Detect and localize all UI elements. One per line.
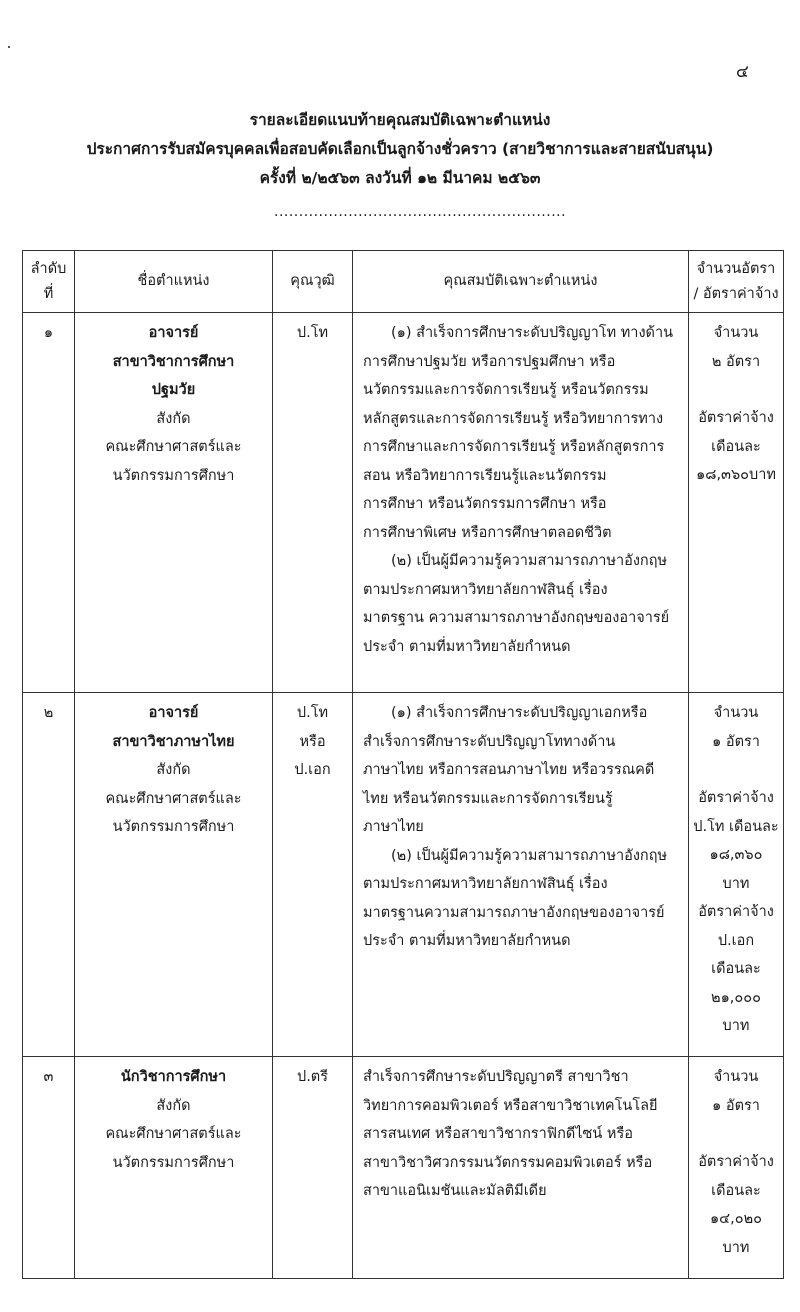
degree-cell (273, 1057, 353, 1279)
wage-value: ๑๔,๐๒๐ (709, 1211, 763, 1227)
wage-period-doctoral: เดือนละ (711, 961, 761, 977)
wage-label-doctoral: อัตราค่าจ้าง (698, 904, 774, 920)
amount-count: ๑ อัตรา (712, 1097, 760, 1114)
qualification-cell (353, 1057, 689, 1279)
row-number: ๒ (23, 693, 75, 1057)
qual-line: (๑) สำเร็จการศึกษาระดับปริญญาโท ทางด้าน (391, 325, 673, 341)
affiliation-faculty: คณะศึกษาศาสตร์และ (105, 1126, 242, 1142)
table-row (23, 693, 784, 1057)
qual-line: การศึกษาและการจัดการเรียนรู้ หรือหลักสูตรการ (363, 439, 665, 455)
degree-cell (273, 693, 353, 1057)
affiliation-faculty-cont: นวัตกรรมการศึกษา (112, 819, 235, 835)
wage-label: อัตราค่าจ้าง (698, 410, 774, 426)
position-title: นักวิชาการศึกษา (120, 1069, 227, 1085)
header-qualification: คุณสมบัติเฉพาะตำแหน่ง (353, 251, 689, 313)
affiliation-label: สังกัด (156, 762, 191, 778)
wage-value-master: ๑๘,๓๖๐ (709, 847, 763, 863)
qual-line: สารสนเทศ หรือสาขาวิชากราฟิกดีไซน์ หรือ (363, 1126, 633, 1142)
header-no (23, 251, 75, 313)
amount-label: จำนวน (713, 705, 759, 721)
position-major-cont: ปฐมวัย (151, 382, 196, 398)
qual-line: ไทย หรือนวัตกรรมและการจัดการเรียนรู้ (363, 790, 613, 807)
title-line-1: รายละเอียดแนบท้ายคุณสมบัติเฉพาะตำแหน่ง (249, 111, 551, 129)
row-number: ๓ (23, 1057, 75, 1279)
qual-line: ประจำ ตามที่มหาวิทยาลัยกำหนด (363, 933, 571, 949)
wage-period-master: ป.โท เดือนละ (693, 818, 779, 835)
qual-line: ภาษาไทย หรือการสอนภาษาไทย หรือวรรณคดี (363, 762, 655, 778)
title-line-3: ครั้งที่ ๒/๒๕๖๓ ลงวันที่ ๑๒ มีนาคม ๒๕๖๓ (259, 169, 541, 187)
row-number: ๑ (23, 313, 75, 693)
amount-cell (689, 313, 784, 693)
amount-cell (689, 1057, 784, 1279)
affiliation-label: สังกัด (156, 410, 191, 427)
qual-line: การศึกษาพิเศษ หรือการศึกษาตลอดชีวิต (363, 524, 612, 541)
amount-count: ๒ อัตรา (711, 353, 761, 370)
amount-label: จำนวน (713, 1069, 759, 1085)
position-title: อาจารย์ (148, 325, 199, 341)
degree: ป.โท (296, 705, 329, 721)
position-title: อาจารย์ (148, 705, 199, 721)
wage-label: อัตราค่าจ้าง (698, 1154, 774, 1170)
degree-or: หรือ (299, 733, 326, 750)
qual-line: ตามประกาศมหาวิทยาลัยกาฬสินธุ์ เรื่อง (363, 581, 608, 598)
table-row (23, 313, 784, 693)
position-major: สาขาวิชาการศึกษา (112, 353, 235, 370)
header-amount (689, 251, 784, 313)
degree-alt: ป.เอก (294, 762, 331, 778)
qual-line: การศึกษาปฐมวัย หรือการปฐมศึกษา หรือ (363, 353, 616, 370)
qual-line: (๒) เป็นผู้มีความรู้ความสามารถภาษาอังกฤษ (391, 553, 668, 569)
title-line-2: ประกาศการรับสมัครบุคคลเพื่อสอบคัดเลือกเป็นลูกจ้างชั่วคราว (สายวิชาการและสายสนับสนุน) (86, 140, 714, 158)
header-no-line1: ลำดับ (30, 260, 67, 277)
wage-unit: บาท (722, 1239, 750, 1256)
qual-line: ประจำ ตามที่มหาวิทยาลัยกำหนด (363, 638, 571, 655)
affiliation-label: สังกัด (156, 1097, 191, 1114)
qualification-cell (353, 693, 689, 1057)
qualification-cell (353, 313, 689, 693)
page-number: ๔ (736, 62, 749, 82)
qual-line: (๑) สำเร็จการศึกษาระดับปริญญาเอกหรือ (391, 705, 648, 721)
title-separator: ........................................................... (274, 204, 567, 220)
amount-cell (689, 693, 784, 1057)
wage-degree-doctoral: ป.เอก (717, 932, 755, 949)
qualification-table (22, 250, 784, 1279)
affiliation-faculty-cont: นวัตกรรมการศึกษา (112, 467, 235, 484)
qual-line: (๒) เป็นผู้มีความรู้ความสามารถภาษาอังกฤษ (391, 847, 668, 864)
table-header-row (23, 251, 784, 313)
table-row (23, 1057, 784, 1279)
qual-line: นวัตกรรมและการจัดการเรียนรู้ หรือนวัตกรรม (363, 382, 649, 398)
scan-speck (8, 46, 10, 48)
wage-value: ๑๘,๓๖๐บาท (696, 467, 776, 483)
qual-line: วิทยาการคอมพิวเตอร์ หรือสาขาวิชาเทคโนโลยี (363, 1097, 658, 1114)
wage-label-master: อัตราค่าจ้าง (698, 790, 774, 806)
position-cell (75, 1057, 273, 1279)
header-position: ชื่อตำแหน่ง (75, 251, 273, 313)
qual-line: สำเร็จการศึกษาระดับปริญญาโททางด้าน (363, 733, 616, 750)
header-amount-line1: จำนวนอัตรา (696, 260, 776, 277)
qual-line: ตามประกาศมหาวิทยาลัยกาฬสินธุ์ เรื่อง (363, 876, 608, 892)
qual-line: มาตรฐาน ความสามารถภาษาอังกฤษของอาจารย์ (363, 610, 670, 626)
position-major: สาขาวิชาภาษาไทย (112, 733, 235, 750)
wage-unit-master: บาท (722, 875, 750, 892)
qual-line: หลักสูตรและการจัดการเรียนรู้ หรือวิทยาการทาง (363, 410, 664, 427)
position-cell (75, 693, 273, 1057)
position-cell (75, 313, 273, 693)
amount-label: จำนวน (713, 325, 759, 341)
affiliation-faculty: คณะศึกษาศาสตร์และ (105, 790, 242, 807)
degree-cell (273, 313, 353, 693)
qual-line: การศึกษา หรือนวัตกรรมการศึกษา หรือ (363, 496, 607, 512)
affiliation-faculty-cont: นวัตกรรมการศึกษา (112, 1154, 235, 1171)
document-title (0, 106, 800, 193)
wage-unit-doctoral: บาท (722, 1018, 750, 1034)
qual-line: มาตรฐานความสามารถภาษาอังกฤษของอาจารย์ (363, 904, 665, 921)
affiliation-faculty: คณะศึกษาศาสตร์และ (105, 439, 242, 455)
degree: ป.ตรี (296, 1069, 329, 1085)
qual-line: ภาษาไทย (363, 819, 424, 835)
header-degree: คุณวุฒิ (273, 251, 353, 313)
qual-line: สำเร็จการศึกษาระดับปริญญาตรี สาขาวิชา (363, 1069, 629, 1085)
header-no-line2: ที่ (43, 285, 54, 302)
amount-count: ๑ อัตรา (712, 733, 760, 750)
wage-period: เดือนละ (711, 1182, 761, 1199)
header-amount-line2: / อัตราค่าจ้าง (693, 285, 779, 302)
qual-line: สาขาแอนิเมชันและมัลติมีเดีย (363, 1183, 547, 1199)
wage-period: เดือนละ (711, 438, 761, 455)
wage-value-doctoral: ๒๑,๐๐๐ (711, 989, 761, 1006)
qual-line: สอน หรือวิทยาการเรียนรู้และนวัตกรรม (363, 467, 607, 484)
qual-line: สาขาวิชาวิศวกรรมนวัตกรรมคอมพิวเตอร์ หรือ (363, 1154, 653, 1171)
degree: ป.โท (296, 325, 329, 341)
